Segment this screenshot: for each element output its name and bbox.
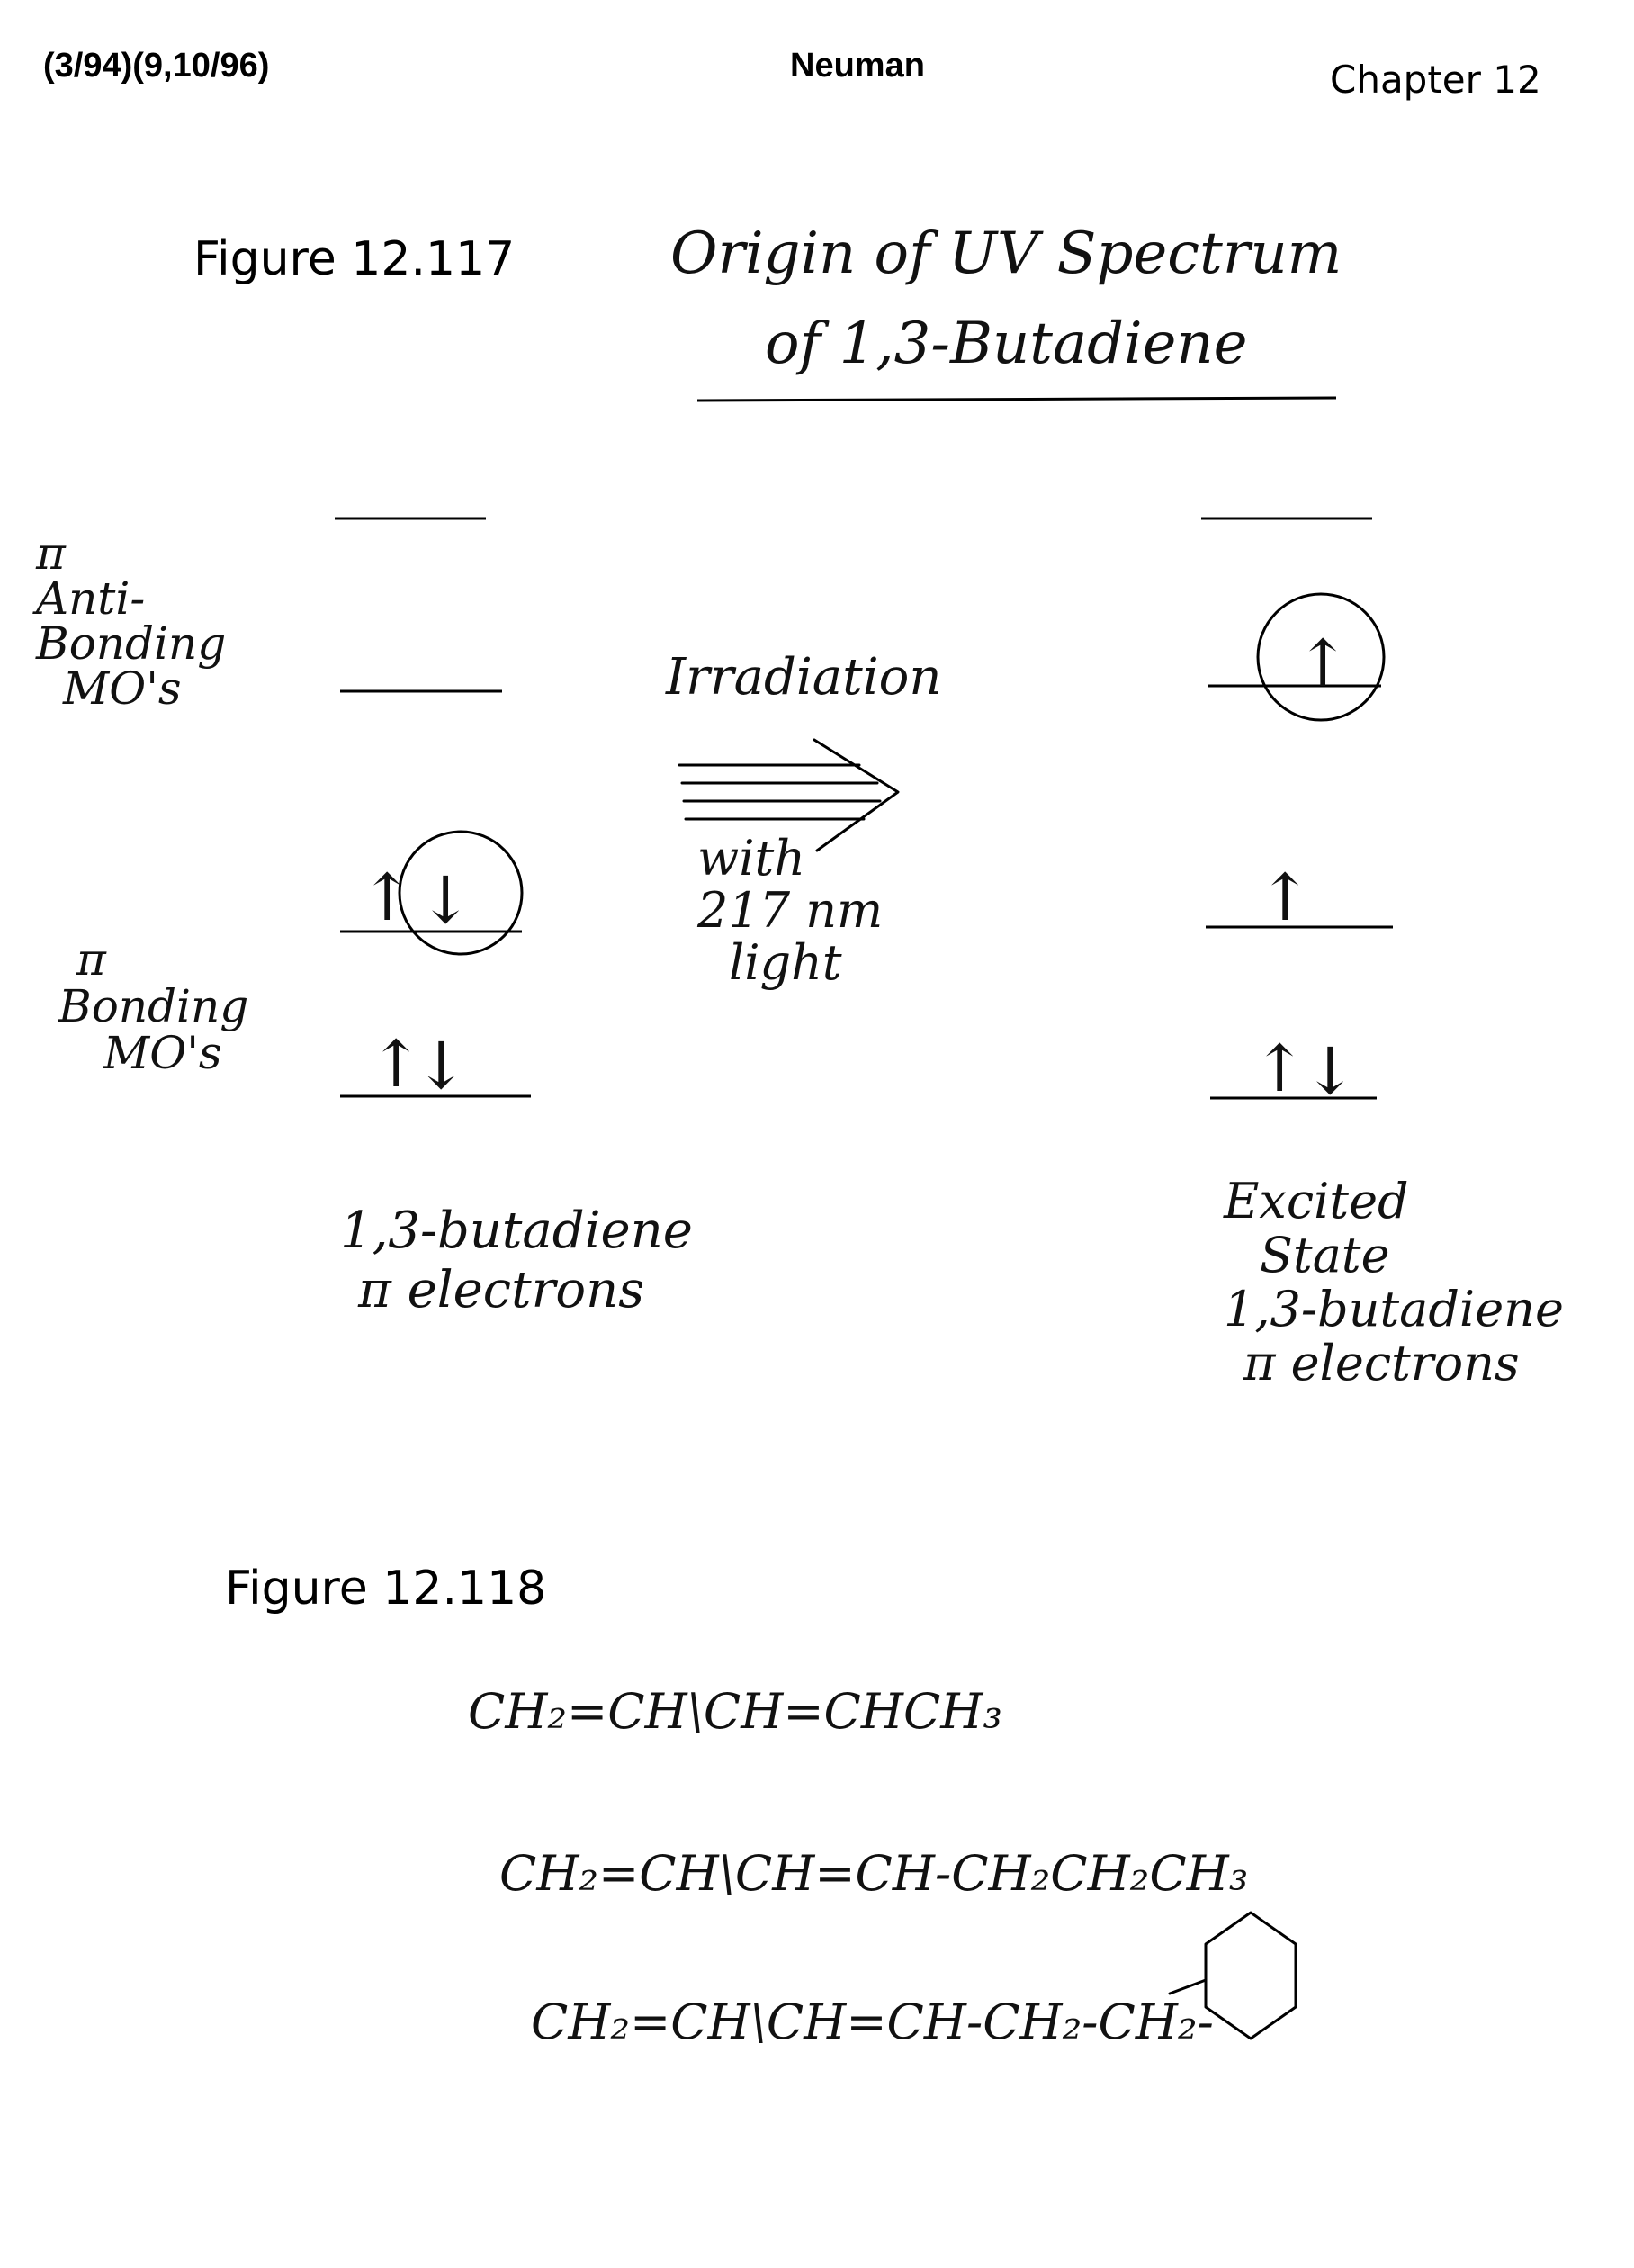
diene-structure-2: CH₂=CH\CH=CH-CH₂CH₂CH₃ <box>499 1845 1249 1902</box>
right-low-up: ↑ <box>1252 1030 1307 1106</box>
excited-state-caption <box>1224 1174 1564 1390</box>
bonding-mos: MO's <box>103 1027 222 1079</box>
excited-state-caption-line4: π electrons <box>1243 1335 1520 1391</box>
right-low-down: ↓ <box>1303 1033 1358 1109</box>
wavelength-with: with <box>697 830 805 886</box>
figure-117-title-line1: Origin of UV Spectrum <box>670 220 1342 287</box>
diene-structure-1: CH₂=CH\CH=CHCH₃ <box>468 1683 1003 1740</box>
left-low-down: ↓ <box>414 1028 469 1103</box>
diene-structure-3: CH₂=CH\CH=CH-CH₂-CH₂- <box>531 1994 1214 2050</box>
irradiation-label: Irradiation <box>666 648 942 706</box>
left-homo-up: ↑ <box>360 860 415 935</box>
ground-state-caption-line2: π electrons <box>358 1261 644 1319</box>
antibonding-bonding: Bonding <box>36 617 227 670</box>
header-author: Neuman <box>790 47 925 85</box>
wavelength-label <box>697 832 883 989</box>
bonding-bonding: Bonding <box>58 980 249 1032</box>
wavelength-value: 217 nm <box>697 882 884 939</box>
antibonding-mos: MO's <box>63 662 182 715</box>
excited-state-caption-line2: State <box>1260 1227 1390 1283</box>
excited-state-caption-line1: Excited <box>1224 1173 1409 1229</box>
wavelength-light: light <box>729 934 842 991</box>
bonding-pi: π <box>76 933 106 986</box>
left-low-up: ↑ <box>369 1026 424 1102</box>
ground-state-caption <box>340 1202 693 1320</box>
cyclohexane-ring <box>1206 1912 1296 2038</box>
antibonding-pi: π <box>36 527 66 580</box>
title-underline <box>697 398 1336 400</box>
right-homo-up: ↑ <box>1258 860 1313 935</box>
header-left: (3/94)(9,10/96) <box>43 47 270 85</box>
antibonding-anti: Anti- <box>36 572 146 625</box>
figure-117-title-line2: of 1,3-Butadiene <box>765 310 1248 377</box>
left-homo-down: ↓ <box>418 862 473 938</box>
right-lumo-up: ↑ <box>1296 626 1351 701</box>
excited-state-caption-line3: 1,3-butadiene <box>1224 1281 1564 1337</box>
header-chapter: Chapter 12 <box>1330 58 1541 102</box>
ring-bond <box>1170 1980 1206 1994</box>
figure-118-label: Figure 12.118 <box>225 1562 547 1616</box>
figure-117-label: Figure 12.117 <box>193 232 516 286</box>
ground-state-caption-line1: 1,3-butadiene <box>340 1202 693 1260</box>
